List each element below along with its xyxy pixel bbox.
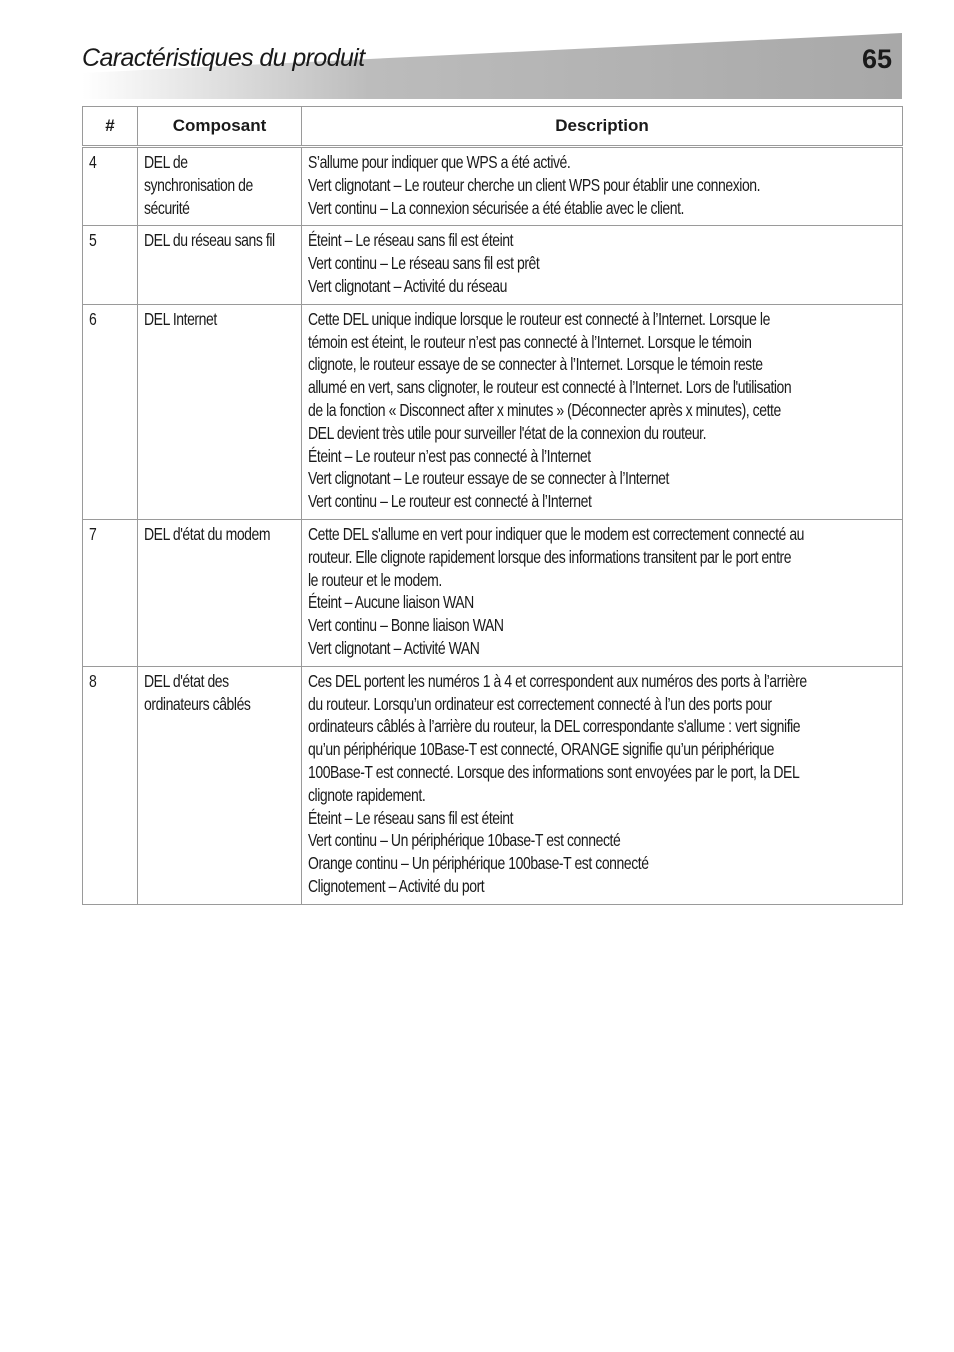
- description-line: Ces DEL portent les numéros 1 à 4 et correspondent aux numéros des ports à l’arrière: [308, 670, 807, 691]
- component-line: DEL de: [144, 152, 188, 172]
- component-line: DEL d'état du modem: [144, 523, 271, 544]
- description-text: [308, 229, 896, 297]
- component-table: [82, 106, 903, 905]
- component-cell: [138, 226, 302, 304]
- table-row: [83, 147, 903, 226]
- row-number-cell: [83, 519, 138, 666]
- component-cell: [138, 666, 302, 904]
- description-line: de la fonction « Disconnect after x minutes » (Déconnecter après x minutes), cette: [308, 399, 781, 420]
- component-text: [144, 308, 295, 331]
- description-text: [308, 308, 896, 513]
- description-cell: [302, 304, 903, 519]
- row-number-cell: [83, 147, 138, 226]
- row-number: 7: [89, 523, 97, 544]
- component-line: DEL du réseau sans fil: [144, 230, 275, 251]
- description-cell: [302, 226, 903, 304]
- table-row: [83, 304, 903, 519]
- component-text: [144, 523, 295, 546]
- description-line: Éteint – Le réseau sans fil est éteint: [308, 807, 514, 828]
- description-line: Orange continu – Un périphérique 100base-T est connecté: [308, 853, 649, 874]
- table-row: [83, 226, 903, 304]
- table-row: [83, 666, 903, 904]
- row-number: 6: [89, 308, 97, 329]
- component-line: DEL Internet: [144, 308, 217, 329]
- description-line: routeur. Elle clignote rapidement lorsque des informations transitent par le port entre: [308, 546, 792, 567]
- description-line: Vert continu – Le réseau sans fil est prêt: [308, 253, 540, 274]
- description-line: qu’un périphérique 10Base-T est connecté, ORANGE signifie qu’un périphérique: [308, 739, 774, 760]
- row-number: 4: [89, 152, 97, 172]
- description-line: Vert continu – Le routeur est connecté à l’Internet: [308, 491, 592, 512]
- description-line: témoin est éteint, le routeur n’est pas connecté à l’Internet. Lorsque le témoin: [308, 331, 752, 352]
- page-title: Caractéristiques du produit: [82, 44, 365, 72]
- description-line: Cette DEL unique indique lorsque le routeur est connecté à l’Internet. Lorsque le: [308, 308, 770, 329]
- row-number: 5: [89, 230, 97, 251]
- description-text: [308, 670, 896, 898]
- row-number-cell: [83, 226, 138, 304]
- description-line: Vert continu – La connexion sécurisée a été établie avec le client.: [308, 197, 685, 218]
- table-row: [83, 519, 903, 666]
- description-line: allumé en vert, sans clignoter, le routeur est connecté à l’Internet. Lors de l'utilisation: [308, 377, 792, 398]
- component-text: [144, 151, 295, 219]
- description-line: le routeur et le modem.: [308, 569, 442, 590]
- description-line: ordinateurs câblés à l’arrière du routeur, la DEL correspondante s'allume : vert signifie: [308, 716, 801, 737]
- description-cell: [302, 147, 903, 226]
- description-line: 100Base-T est connecté. Lorsque des informations sont envoyées par le port, la DEL: [308, 761, 800, 782]
- description-line: DEL devient très utile pour surveiller l'état de la connexion du routeur.: [308, 422, 707, 443]
- description-line: S’allume pour indiquer que WPS a été activé.: [308, 152, 571, 172]
- description-line: clignote rapidement.: [308, 784, 426, 805]
- column-header-component: Composant: [138, 107, 302, 147]
- description-text: [308, 523, 896, 660]
- row-number: 8: [89, 670, 97, 691]
- table-header-row: [83, 107, 903, 147]
- component-line: synchronisation de: [144, 174, 253, 195]
- description-line: Cette DEL s'allume en vert pour indiquer que le modem est correctement connecté au: [308, 523, 805, 544]
- component-cell: [138, 147, 302, 226]
- description-line: clignote, le routeur essaye de se connecter à l’Internet. Lorsque le témoin reste: [308, 354, 763, 375]
- component-text: [144, 229, 295, 252]
- column-header-number: #: [83, 107, 138, 147]
- description-line: Vert clignotant – Activité WAN: [308, 637, 480, 658]
- description-text: [308, 151, 896, 219]
- description-line: Éteint – Le réseau sans fil est éteint: [308, 230, 514, 251]
- description-line: du routeur. Lorsqu’un ordinateur est correctement connecté à l’un des ports pour: [308, 693, 772, 714]
- description-cell: [302, 519, 903, 666]
- column-header-description: Description: [302, 107, 903, 147]
- component-text: [144, 670, 295, 716]
- component-line: sécurité: [144, 197, 190, 218]
- table-body: [83, 147, 903, 905]
- description-line: Vert continu – Un périphérique 10base-T est connecté: [308, 830, 621, 851]
- row-number-cell: [83, 666, 138, 904]
- component-line: ordinateurs câblés: [144, 693, 251, 714]
- description-line: Éteint – Aucune liaison WAN: [308, 592, 474, 613]
- description-line: Vert clignotant – Le routeur essaye de se connecter à l’Internet: [308, 468, 669, 489]
- page-number: 65: [861, 44, 892, 74]
- description-line: Vert continu – Bonne liaison WAN: [308, 615, 504, 636]
- description-line: Éteint – Le routeur n’est pas connecté à l’Internet: [308, 445, 591, 466]
- description-line: Vert clignotant – Activité du réseau: [308, 275, 507, 296]
- component-cell: [138, 304, 302, 519]
- component-cell: [138, 519, 302, 666]
- description-line: Clignotement – Activité du port: [308, 875, 485, 896]
- component-line: DEL d'état des: [144, 670, 229, 691]
- description-cell: [302, 666, 903, 904]
- row-number-cell: [83, 304, 138, 519]
- description-line: Vert clignotant – Le routeur cherche un client WPS pour établir une connexion.: [308, 174, 761, 195]
